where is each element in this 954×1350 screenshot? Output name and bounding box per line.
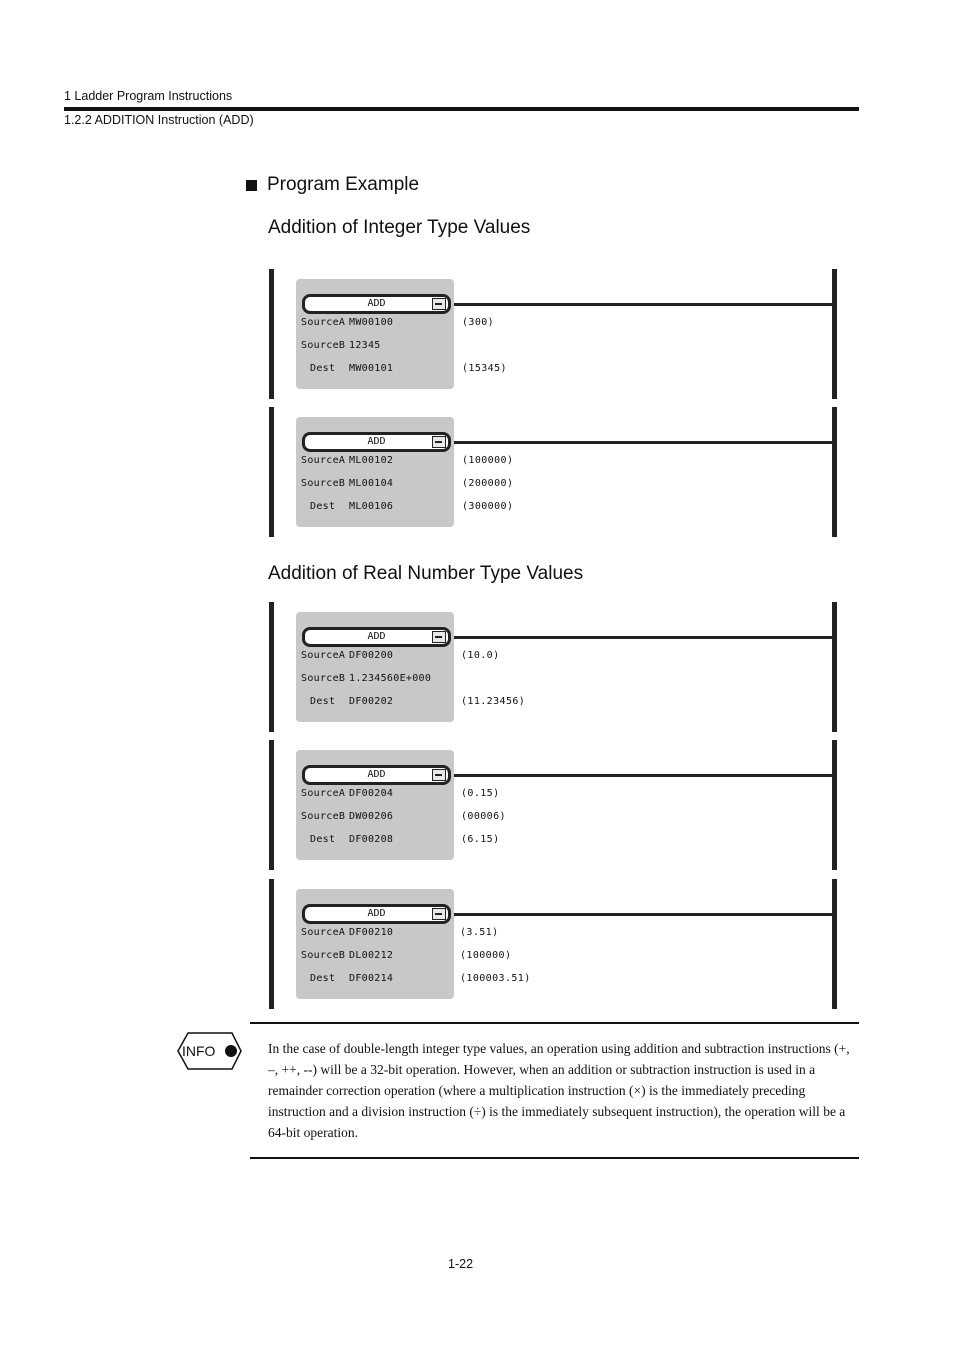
program-example-heading xyxy=(246,174,419,196)
block-row-sourceb: SourceB DL00212 xyxy=(301,950,394,961)
block-titlebar xyxy=(302,765,451,785)
add-function-block[interactable] xyxy=(296,612,454,722)
current-value-sourcea: (300) xyxy=(462,317,495,328)
current-value-dest: (6.15) xyxy=(461,834,500,845)
real-subheading: Addition of Real Number Type Values xyxy=(268,563,584,584)
info-text: In the case of double-length integer type values, an operation using addition and subtraction instructions (+, –, ++, --) will be a 32-bit operation. However, when an addition or subtraction instruction is used in a remainder correction operation (where a multiplication instruction (×) is the immediately preceding instruction and a division instruction (÷) is the immediately subsequent instruction), the operation will be a 64-bit operation. xyxy=(268,1041,850,1140)
minimize-icon xyxy=(432,908,446,920)
block-row-sourceb: SourceB 1.234560E+000 xyxy=(301,673,432,684)
info-icon xyxy=(177,1031,243,1071)
rung-wire xyxy=(449,774,834,777)
add-function-block[interactable] xyxy=(296,889,454,999)
rung-wire xyxy=(449,636,834,639)
minimize-icon xyxy=(432,298,446,310)
ladder-rung-real-1 xyxy=(269,602,837,732)
ladder-rung-real-3 xyxy=(269,879,837,1009)
right-power-rail xyxy=(832,269,837,399)
block-row-dest: Dest DF00208 xyxy=(310,834,394,845)
current-value-dest: (11.23456) xyxy=(461,696,526,707)
rung-wire xyxy=(449,913,834,916)
right-power-rail xyxy=(832,879,837,1009)
block-name: ADD xyxy=(367,769,386,780)
block-row-sourceb: SourceB ML00104 xyxy=(301,478,394,489)
info-top-rule xyxy=(250,1022,859,1024)
add-function-block[interactable] xyxy=(296,750,454,860)
block-row-sourceb: SourceB 12345 xyxy=(301,340,381,351)
current-value-sourceb: (00006) xyxy=(461,811,506,822)
minimize-icon xyxy=(432,769,446,781)
rung-wire xyxy=(449,303,834,306)
integer-subheading: Addition of Integer Type Values xyxy=(268,217,531,238)
minimize-icon xyxy=(432,436,446,448)
block-titlebar xyxy=(302,627,451,647)
header-section: 1.2.2 ADDITION Instruction (ADD) xyxy=(64,113,254,127)
block-name: ADD xyxy=(367,631,386,642)
current-value-sourcea: (3.51) xyxy=(460,927,499,938)
current-value-dest: (15345) xyxy=(462,363,507,374)
square-bullet-icon xyxy=(246,180,257,191)
current-value-sourceb: (100000) xyxy=(460,950,512,961)
block-titlebar xyxy=(302,904,451,924)
block-titlebar xyxy=(302,294,451,314)
block-name: ADD xyxy=(367,908,386,919)
right-power-rail xyxy=(832,740,837,870)
page-number: 1-22 xyxy=(448,1257,474,1271)
right-power-rail xyxy=(832,407,837,537)
header-chapter: 1 Ladder Program Instructions xyxy=(64,89,233,103)
info-icon-label: INFO xyxy=(182,1043,216,1059)
current-value-sourceb: (200000) xyxy=(462,478,514,489)
info-bottom-rule xyxy=(250,1157,859,1159)
block-row-sourcea: SourceA DF00210 xyxy=(301,927,394,938)
block-row-sourcea: SourceA MW00100 xyxy=(301,317,394,328)
rung-wire xyxy=(449,441,834,444)
add-function-block[interactable] xyxy=(296,279,454,389)
current-value-sourcea: (100000) xyxy=(462,455,514,466)
left-power-rail xyxy=(269,407,274,537)
block-row-dest: Dest ML00106 xyxy=(310,501,394,512)
block-row-sourcea: SourceA DF00204 xyxy=(301,788,394,799)
block-row-sourcea: SourceA ML00102 xyxy=(301,455,394,466)
minimize-icon xyxy=(432,631,446,643)
block-row-sourceb: SourceB DW00206 xyxy=(301,811,394,822)
block-row-sourcea: SourceA DF00200 xyxy=(301,650,394,661)
ladder-rung-integer-1 xyxy=(269,269,837,399)
current-value-dest: (100003.51) xyxy=(460,973,531,984)
add-function-block[interactable] xyxy=(296,417,454,527)
block-titlebar xyxy=(302,432,451,452)
left-power-rail xyxy=(269,879,274,1009)
current-value-dest: (300000) xyxy=(462,501,514,512)
right-power-rail xyxy=(832,602,837,732)
current-value-sourcea: (10.0) xyxy=(461,650,500,661)
ladder-rung-real-2 xyxy=(269,740,837,870)
current-value-sourcea: (0.15) xyxy=(461,788,500,799)
left-power-rail xyxy=(269,602,274,732)
block-name: ADD xyxy=(367,298,386,309)
left-power-rail xyxy=(269,269,274,399)
header-rule xyxy=(64,107,859,111)
block-row-dest: Dest DF00214 xyxy=(310,973,394,984)
block-row-dest: Dest MW00101 xyxy=(310,363,394,374)
block-name: ADD xyxy=(367,436,386,447)
heading-text: Program Example xyxy=(267,174,420,195)
block-row-dest: Dest DF00202 xyxy=(310,696,394,707)
ladder-rung-integer-2 xyxy=(269,407,837,537)
left-power-rail xyxy=(269,740,274,870)
